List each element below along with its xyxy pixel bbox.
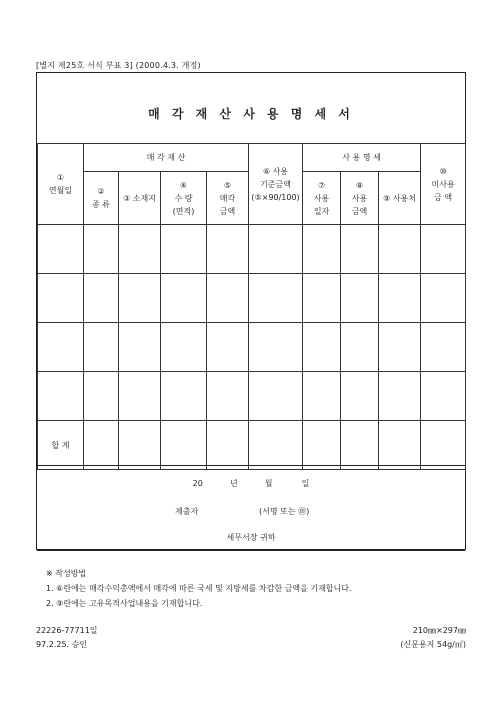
header-quantity (161, 172, 207, 225)
cell-type[interactable] (84, 225, 119, 274)
cell-unused[interactable] (421, 274, 466, 323)
table-row (38, 225, 466, 274)
cell-date[interactable] (38, 323, 84, 372)
date-line (37, 478, 465, 489)
cell-unused[interactable] (421, 323, 466, 372)
cell-type[interactable] (84, 372, 119, 421)
total-row (38, 421, 466, 470)
cell-type[interactable] (84, 274, 119, 323)
form-reference: [별지 제25호 서식 부표 3] (2000.4.3. 개정) (36, 61, 201, 70)
header-date-label: 연월일 (48, 186, 73, 195)
cell-sale-amount[interactable] (207, 274, 249, 323)
cell-unused[interactable] (421, 372, 466, 421)
total-sale-amount[interactable] (207, 421, 249, 470)
header-use-amount: ⑧ 사용 금액 (341, 172, 379, 225)
cell-use-date[interactable] (303, 372, 341, 421)
header-group-sold: 매 각 재 산 (84, 144, 249, 172)
header-date-num: ① (56, 173, 65, 182)
cell-use-place[interactable] (379, 372, 421, 421)
cell-date[interactable] (38, 225, 84, 274)
header-standard-amount: ⑥ 사용 기준금액 (⑤×90/100) (249, 144, 303, 225)
cell-sale-amount[interactable] (207, 323, 249, 372)
cell-use-date[interactable] (303, 274, 341, 323)
cell-use-amount[interactable] (341, 323, 379, 372)
table-row (38, 372, 466, 421)
header-sale-amount: ⑤ 매각 금액 (207, 172, 249, 225)
cell-sale-amount[interactable] (207, 225, 249, 274)
paper-size: 210㎜×297㎜ (412, 626, 466, 635)
cell-location[interactable] (119, 225, 161, 274)
header-quantity-label: 수 량 (면적) (172, 193, 195, 216)
header-location: ③ 소재지 (119, 172, 161, 225)
header-date (38, 144, 84, 225)
form-title: 매 각 재 산 사 용 명 세 서 (148, 107, 354, 121)
cell-use-place[interactable] (379, 225, 421, 274)
cell-date[interactable] (38, 274, 84, 323)
table-row (38, 323, 466, 372)
instructions-heading: ※ 작성방법 (46, 569, 87, 578)
date-month-unit: 월 (264, 479, 273, 488)
cell-quantity[interactable] (161, 225, 207, 274)
form-frame (36, 72, 466, 550)
total-standard[interactable] (249, 421, 303, 470)
cell-use-date[interactable] (303, 225, 341, 274)
cell-quantity[interactable] (161, 274, 207, 323)
instructions-block (46, 566, 352, 611)
form-code: 22226-77711일 (36, 626, 98, 635)
total-use-date[interactable] (303, 421, 341, 470)
total-location[interactable] (119, 421, 161, 470)
cell-quantity[interactable] (161, 323, 207, 372)
header-use-date: ⑦ 사용 일자 (303, 172, 341, 225)
instruction-item: 2. ⑨란에는 고유목적사업내용을 기재합니다. (46, 599, 203, 608)
cell-standard[interactable] (249, 372, 303, 421)
cell-location[interactable] (119, 372, 161, 421)
header-quantity-num: ④ (179, 180, 188, 190)
cell-standard[interactable] (249, 274, 303, 323)
cell-sale-amount[interactable] (207, 372, 249, 421)
cell-location[interactable] (119, 323, 161, 372)
cell-type[interactable] (84, 323, 119, 372)
cell-standard[interactable] (249, 323, 303, 372)
cell-quantity[interactable] (161, 372, 207, 421)
signature-field[interactable]: (서명 또는 ㊞) (259, 507, 310, 516)
total-use-amount[interactable] (341, 421, 379, 470)
detail-table (37, 143, 466, 470)
cell-location[interactable] (119, 274, 161, 323)
cell-use-place[interactable] (379, 274, 421, 323)
addressee: 세무서장 귀하 (226, 533, 276, 542)
cell-standard[interactable] (249, 225, 303, 274)
total-label: 합 계 (38, 421, 84, 470)
header-type: ② 종 류 (84, 172, 119, 225)
cell-use-amount[interactable] (341, 274, 379, 323)
submission-area (37, 465, 465, 551)
total-quantity[interactable] (161, 421, 207, 470)
date-day-unit: 일 (301, 479, 310, 488)
cell-unused[interactable] (421, 225, 466, 274)
cell-use-date[interactable] (303, 323, 341, 372)
total-use-place[interactable] (379, 421, 421, 470)
cell-use-place[interactable] (379, 323, 421, 372)
title-area (37, 73, 465, 144)
table-row (38, 274, 466, 323)
cell-date[interactable] (38, 372, 84, 421)
approval-date: 97.2.25. 승인 (36, 640, 88, 649)
date-year[interactable]: 20 (192, 479, 203, 488)
footer-left (36, 624, 98, 652)
cell-use-amount[interactable] (341, 225, 379, 274)
total-type[interactable] (84, 421, 119, 470)
cell-use-amount[interactable] (341, 372, 379, 421)
header-group-use: 사 용 명 세 (303, 144, 421, 172)
submitter-label: 제출자 (175, 507, 199, 516)
total-unused[interactable] (421, 421, 466, 470)
date-year-unit: 년 (229, 479, 238, 488)
header-use-place: ⑨ 사용처 (379, 172, 421, 225)
header-unused-amount: ⑩ 미사용 금 액 (421, 144, 466, 225)
paper-type: (신문용지 54g/㎡) (400, 640, 466, 649)
footer-right (400, 624, 466, 652)
instruction-item: 1. ⑥란에는 매각수익총액에서 매각에 따른 국세 및 지방세를 차감한 금액을 기재합니다. (46, 584, 352, 593)
